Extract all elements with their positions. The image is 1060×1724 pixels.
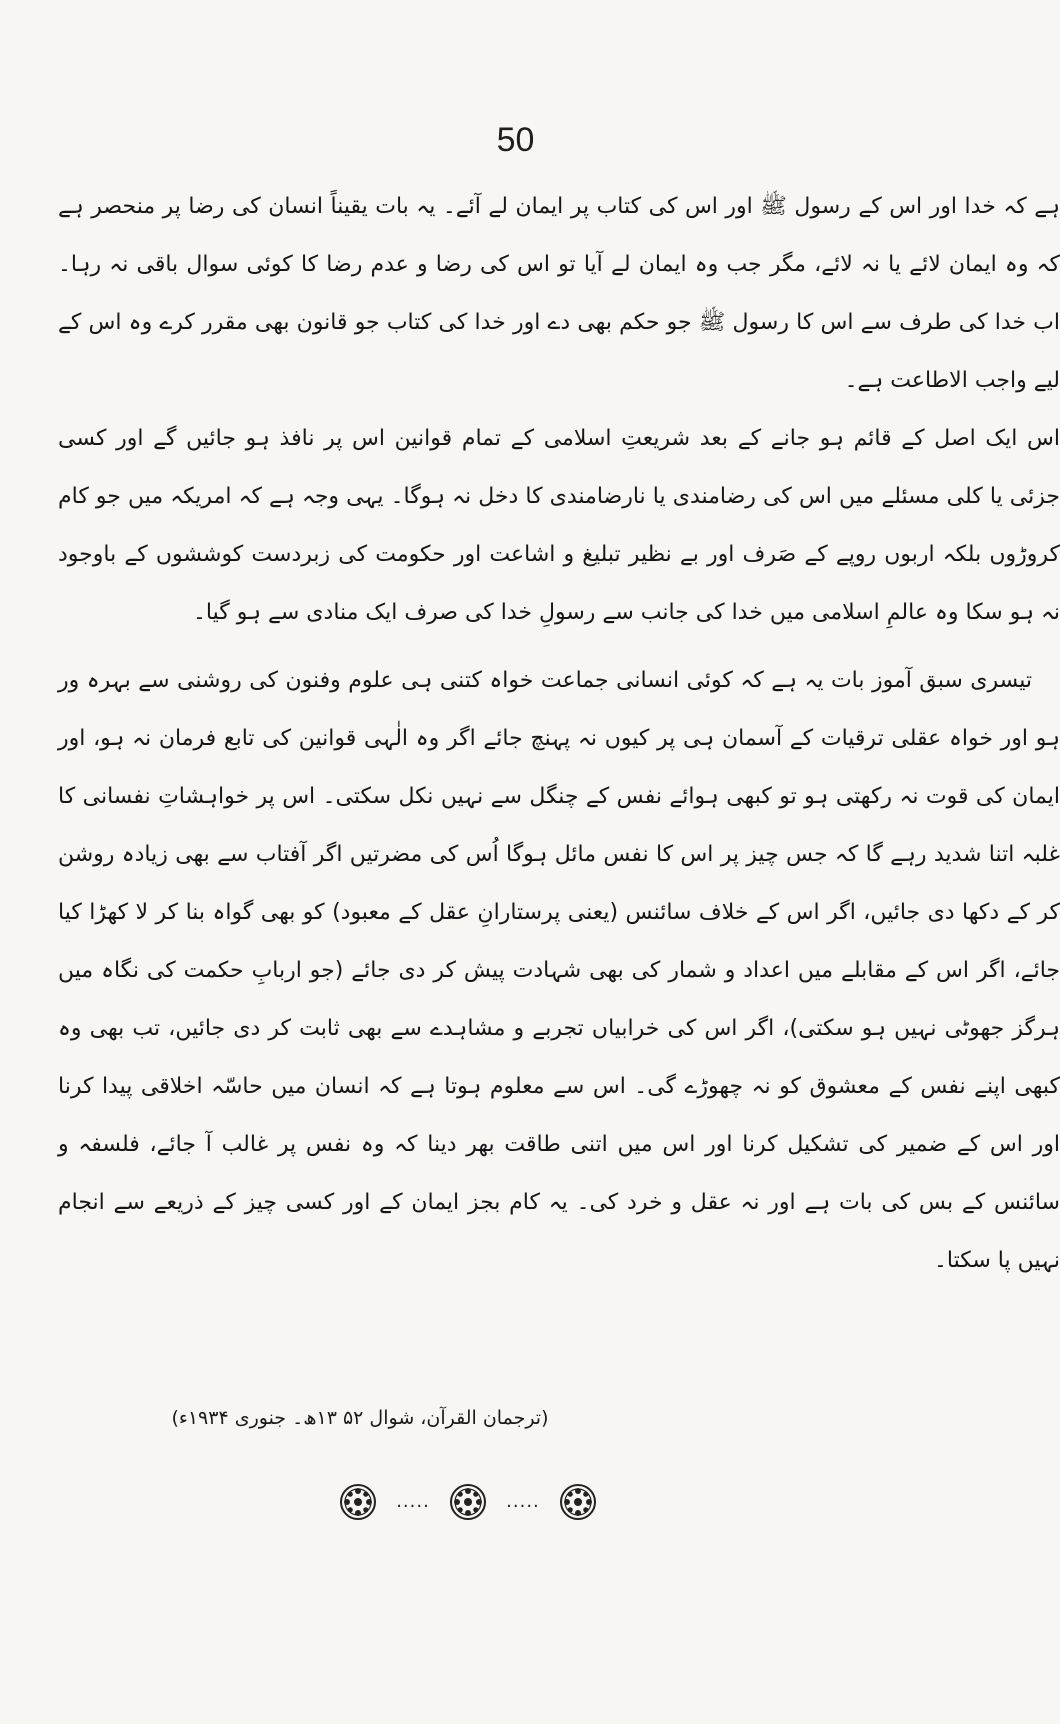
main-text <box>58 178 1060 1290</box>
page-number: 50 <box>496 121 535 159</box>
paragraph-1: ہے کہ خدا اور اس کے رسول ﷺ اور اس کی کتاب پر ایمان لے آئے۔ یہ بات یقیناً انسان کی رضا پر منحصر ہے کہ وہ ایمان لائے یا نہ لائے، مگر جب وہ ایمان لے آیا تو اس کی رضا و عدم رضا کا کوئی سوال باقی نہ رہا۔ اب خدا کی طرف سے اس کا رسول ﷺ جو حکم بھی دے اور خدا کی کتاب جو قانون بھی مقرر کرے وہ اس کے لیے واجب الاطاعت ہے۔ <box>58 194 1060 393</box>
citation: (ترجمان القرآن، شوال ۵۲ ۱۳ھ۔ جنوری ۱۹۳۴ء) <box>171 1407 549 1429</box>
section-ornament <box>338 1480 598 1524</box>
rosette-icon <box>338 1482 378 1522</box>
rosette-icon <box>558 1482 598 1522</box>
ornament-dots-left: ..... <box>396 1491 430 1512</box>
ornament-dots-right: ..... <box>506 1491 540 1512</box>
paragraph-3: تیسری سبق آموز بات یہ ہے کہ کوئی انسانی جماعت خواہ کتنی ہی علوم وفنون کی روشنی سے بہرہ ور ہو اور خواہ عقلی ترقیات کے آسمان ہی پر کیوں نہ پہنچ جائے اگر وہ الٰہی قوانین کی تابع فرمان نہ ہو، اور ایمان کی قوت نہ رکھتی ہو تو کبھی ہوائے نفس کے چنگل سے نہیں نکل سکتی۔ اس پر خواہشاتِ نفسانی کا غلبہ اتنا شدید رہے گا کہ جس چیز پر اس کا نفس مائل ہوگا اُس کی مضرتیں اگر آفتاب سے بھی زیادہ روشن کر کے دکھا دی جائیں، اگر اس کے خلاف سائنس (یعنی پرستارانِ عقل کے معبود) کو بھی گواہ بنا کر لا کھڑا کیا جائے، اگر اس کے مقابلے میں اعداد و شمار کی بھی شہادت پیش کر دی جائے (جو اربابِ حکمت کی نگاہ میں ہرگز جھوٹی نہیں ہو سکتی)، اگر اس کی خرابیاں تجربے و مشاہدے سے بھی ثابت کر دی جائیں، تب بھی وہ کبھی اپنے نفس کے معشوق کو نہ چھوڑے گی۔ اس سے معلوم ہوتا ہے کہ انسان میں حاسّہ اخلاقی پیدا کرنا اور اس کے ضمیر کی تشکیل کرنا اور اس میں اتنی طاقت بھر دینا کہ وہ نفس پر غالب آ جائے، فلسفہ و سائنس کے بس کی بات ہے اور نہ عقل و خرد کی۔ یہ کام بجز ایمان کے اور کسی چیز کے ذریعے سے انجام نہیں پا سکتا۔ <box>58 668 1060 1273</box>
rosette-icon <box>448 1482 488 1522</box>
paragraph-2: اس ایک اصل کے قائم ہو جانے کے بعد شریعتِ اسلامی کے تمام قوانین اس پر نافذ ہو جائیں گے اور کسی جزئی یا کلی مسئلے میں اس کی رضامندی یا نارضامندی کا دخل نہ ہوگا۔ یہی وجہ ہے کہ امریکہ میں جو کام کروڑوں بلکہ اربوں روپے کے صَرف اور بے نظیر تبلیغ و اشاعت اور حکومت کی زبردست کوششوں کے باوجود نہ ہو سکا وہ عالمِ اسلامی میں خدا کی جانب سے رسولِ خدا کی صرف ایک منادی سے ہو گیا۔ <box>58 426 1060 625</box>
